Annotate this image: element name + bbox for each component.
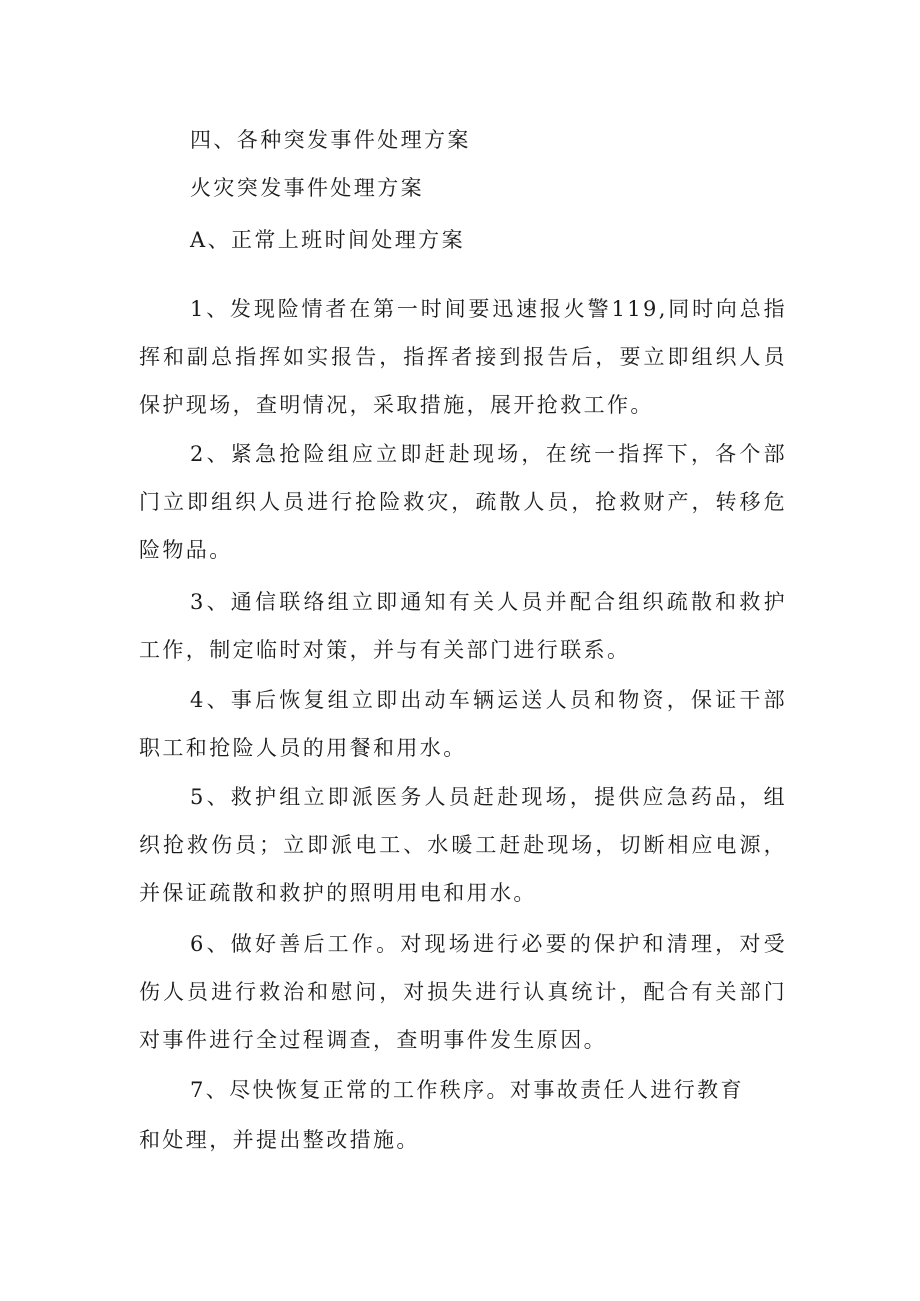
step-paragraph-4: 4、事后恢复组立即出动车辆运送人员和物资，保证干部职工和抢险人员的用餐和用水。 (139, 688, 787, 760)
sub-subheading: A、正常上班时间处理方案 (190, 228, 465, 252)
step-paragraph-1: 1、发现险情者在第一时间要迅速报火警119,同时向总指挥和副总指挥如实报告，指挥者接到报告后，要立即组织人员保护现场，查明情况，采取措施，展开抢救工作。 (139, 297, 787, 417)
step-paragraph-5: 5、救护组立即派医务人员赶赴现场，提供应急药品，组织抢救伤员；立即派电工、水暖工赶赴现场，切断相应电源，并保证疏散和救护的照明用电和用水。 (139, 785, 787, 905)
step-paragraph-7-line-2: 和处理，并提出整改措施。 (139, 1128, 420, 1152)
step-paragraph-6: 6、做好善后工作。对现场进行必要的保护和清理，对受伤人员进行救治和慰问，对损失进行认真统计，配合有关部门对事件进行全过程调查，查明事件发生原因。 (139, 932, 787, 1052)
section-heading: 四、各种突发事件处理方案 (190, 128, 471, 152)
step-paragraph-7-line-1: 7、尽快恢复正常的工作秩序。对事故责任人进行教育 (190, 1078, 744, 1102)
step-paragraph-2: 2、紧急抢险组应立即赶赴现场，在统一指挥下，各个部门立即组织人员进行抢险救灾，疏散人员，抢救财产，转移危险物品。 (139, 442, 787, 562)
subheading: 火灾突发事件处理方案 (190, 176, 424, 200)
step-paragraph-3: 3、通信联络组立即通知有关人员并配合组织疏散和救护工作，制定临时对策，并与有关部门进行联系。 (139, 590, 787, 662)
